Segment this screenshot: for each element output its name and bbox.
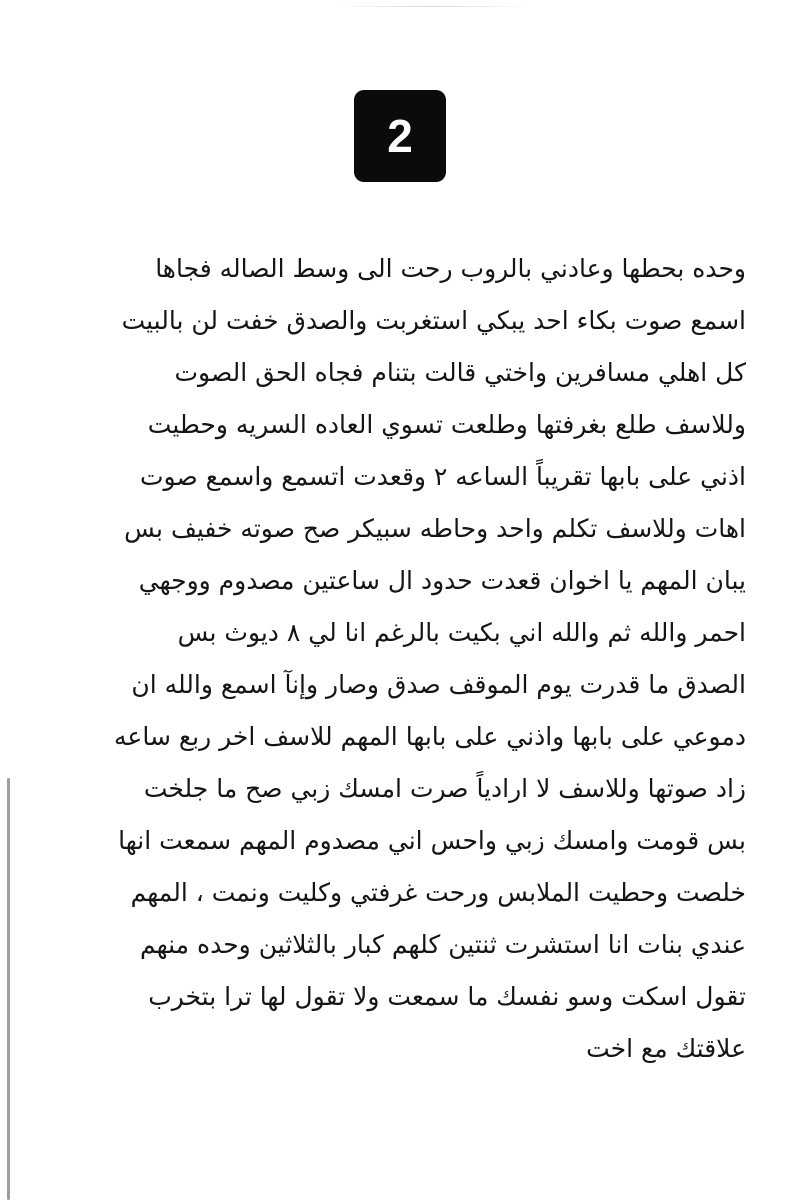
- text-line: اذني على بابها تقريباً الساعه ٢ وقعدت اتسمع واسمع صوت: [140, 462, 746, 491]
- text-line: خلصت وحطيت الملابس ورحت غرفتي وكليت ونمت ، المهم: [130, 878, 746, 907]
- text-line: وللاسف طلع بغرفتها وطلعت تسوي العاده السريه وحطيت: [147, 410, 746, 439]
- text-line: تقول اسكت وسو نفسك ما سمعت ولا تقول لها ترا بتخرب: [148, 982, 746, 1011]
- text-line: دموعي على بابها واذني على بابها المهم للاسف اخر ربع ساعه: [114, 722, 746, 751]
- text-line: كل اهلي مسافرين واختي قالت بتنام فجاه الحق الصوت: [174, 358, 746, 387]
- text-line: اسمع صوت بكاء احد يبكي استغربت والصدق خفت لن بالبيت: [121, 306, 746, 335]
- text-line: يبان المهم يا اخوان قعدت حدود ال ساعتين مصدوم ووجهي: [138, 566, 746, 595]
- text-line: بس قومت وامسك زبي واحس اني مصدوم المهم سمعت انها: [118, 826, 746, 855]
- text-line: علاقتك مع اخت: [586, 1034, 746, 1063]
- text-line: عندي بنات انا استشرت ثنتين كلهم كبار بالثلاثين وحده منهم: [139, 930, 746, 959]
- text-line: اهات وللاسف تكلم واحد وحاطه سبيكر صح صوته خفيف بس: [124, 514, 746, 543]
- text-line: الصدق ما قدرت يوم الموقف صدق وصار وإنآ اسمع والله ان: [131, 670, 746, 699]
- page-number-badge: [354, 90, 446, 182]
- page-number: 2: [387, 110, 413, 162]
- text-line: وحده بحطها وعادني بالروب رحت الى وسط الصاله فجاها: [155, 254, 746, 283]
- text-line: زاد صوتها وللاسف لا ارادياً صرت امسك زبي صح ما جلخت: [143, 774, 746, 803]
- article-text: [96, 243, 746, 1075]
- text-line: احمر والله ثم والله اني بكيت بالرغم انا لي ٨ ديوث بس: [177, 618, 746, 647]
- scrollbar[interactable]: [7, 778, 10, 1200]
- top-divider: [330, 6, 530, 7]
